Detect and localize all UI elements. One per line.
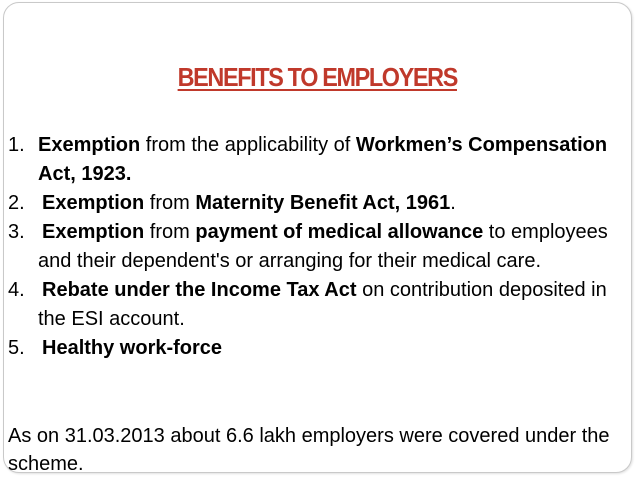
item-bold-text: Exemption [38, 134, 141, 156]
list-item [8, 276, 636, 334]
slide-title: BENEFITS TO EMPLOYERS [177, 62, 457, 92]
item-number: 4. [8, 279, 25, 301]
item-number: 1. [8, 134, 25, 156]
item-text: from the applicability of [140, 134, 356, 156]
list-item [8, 189, 636, 218]
item-bold-text: Rebate under the Income Tax Act [42, 279, 357, 301]
item-bold-text: Maternity Benefit Act, 1961 [195, 192, 451, 214]
item-text: from [144, 221, 196, 243]
item-number: 5. [8, 337, 25, 359]
item-bold-text: Workmen’s Compensation Act, 1923. [38, 134, 608, 185]
item-text: on contribution deposited in the ESI account. [38, 279, 607, 330]
item-bold-text: payment of medical allowance [195, 221, 484, 243]
list-item [8, 218, 636, 276]
item-text: to employees and their dependent's or arranging for their medical care. [38, 221, 608, 272]
list-item [8, 131, 636, 189]
closing-paragraph: As on 31.03.2013 about 6.6 lakh employers were covered under the scheme. [8, 425, 610, 475]
item-text: . [450, 192, 456, 214]
item-bold-text: Exemption [42, 192, 145, 214]
item-number: 3. [8, 221, 25, 243]
item-bold-text: Healthy work-force [42, 337, 223, 359]
item-text: from [144, 192, 196, 214]
benefits-list [8, 131, 636, 363]
item-number: 2. [8, 192, 25, 214]
item-bold-text: Exemption [42, 221, 145, 243]
list-item [8, 334, 636, 363]
